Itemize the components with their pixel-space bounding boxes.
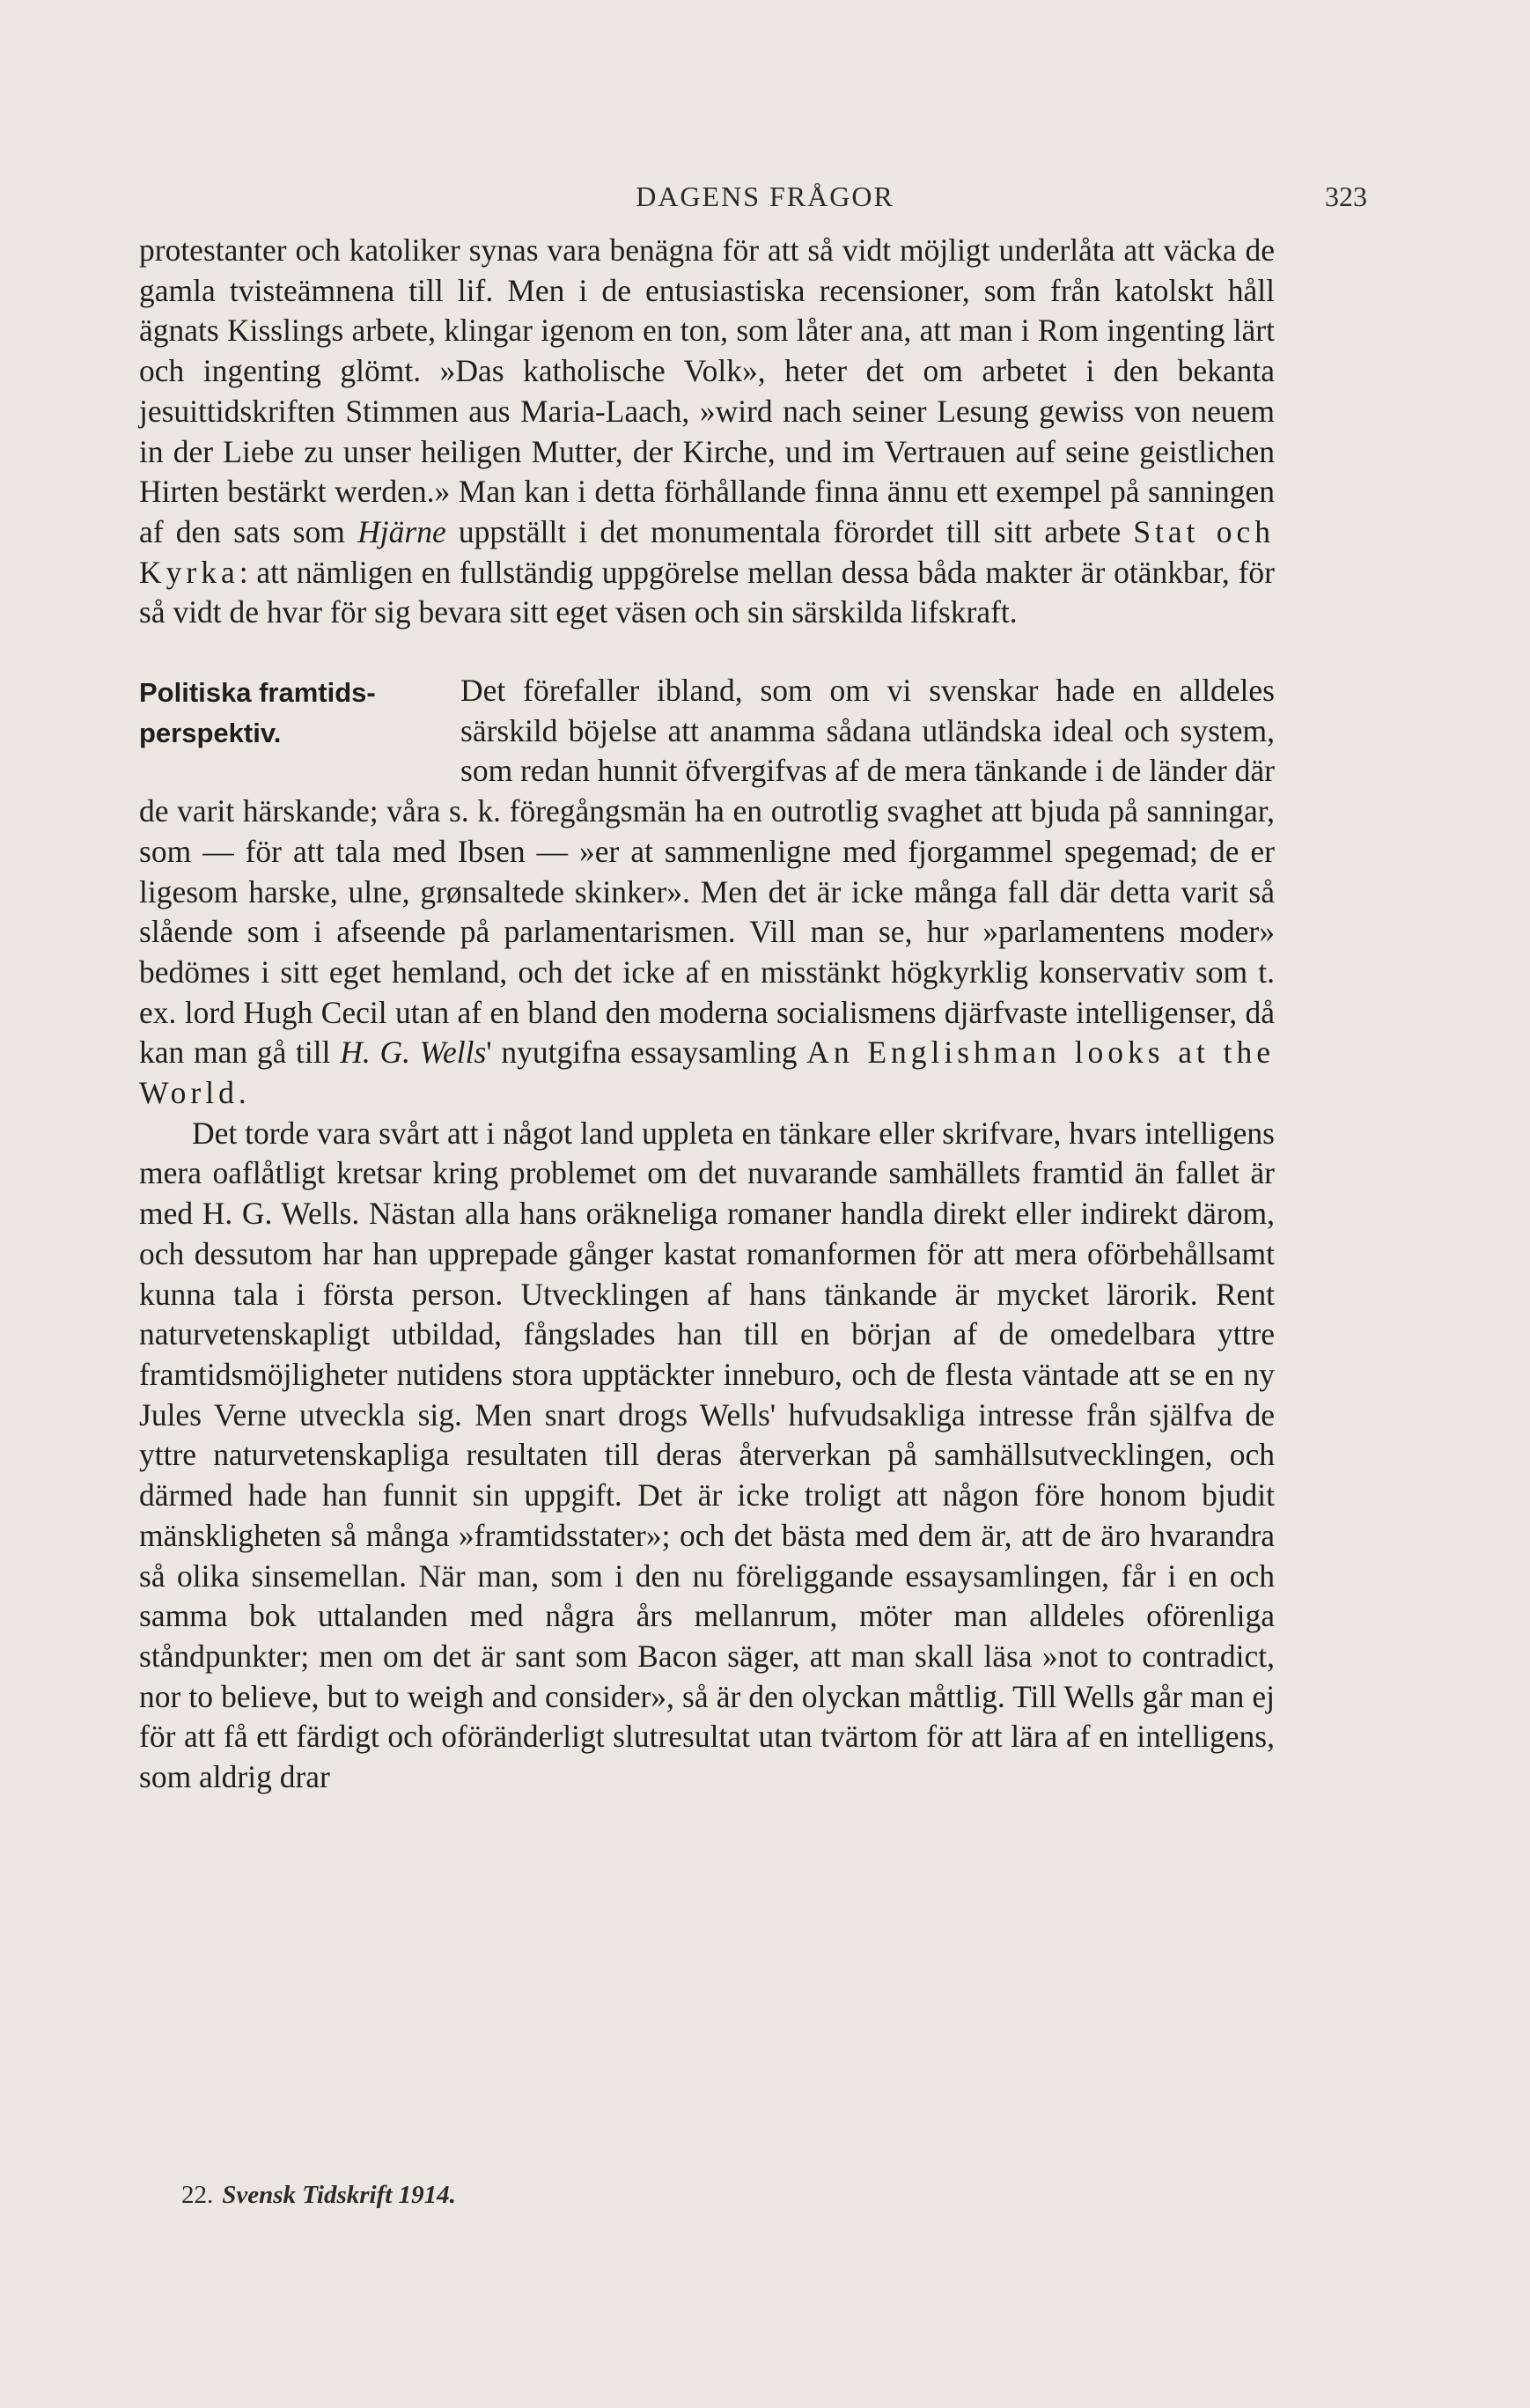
section-gap xyxy=(139,633,1275,671)
sidenote-line-1: Politiska framtids- xyxy=(139,677,376,709)
body-text xyxy=(139,231,1275,1798)
paragraph-1-text-c: : att nämligen en fullständig uppgörelse mellan dessa båda makter är otänkbar, för så vidt de hvar för sig bevara sitt eget väsen och sin särskilda lifskraft. xyxy=(139,554,1275,630)
author-hjarne: Hjärne xyxy=(357,513,446,549)
page-header xyxy=(0,180,1530,216)
paragraph-3: Det torde vara svårt att i något land uppleta en tänkare eller skrifvare, hvars intelligens mera oaflåtligt kretsar kring problemet om det nuvarande samhällets framtid än fallet är med H. G. Wells. Nästan alla hans oräkneliga romaner handla direkt eller indirekt därom, och dessutom har han upprepade gånger kastat romanformen för att mera oförbehållsamt kunna tala i första person. Utvecklingen af hans tänkande är mycket lärorik. Rent naturvetenskapligt utbildad, fångslades han till en början af de omedelbara yttre framtidsmöjligheter nutidens stora upptäckter inneburo, och de flesta väntade att se en ny Jules Verne utveckla sig. Men snart drogs Wells' hufvudsakliga intresse från själfva de yttre naturvetenskapliga resultaten till deras återverkan på samhällsutvecklingen, och därmed hade han funnit sin uppgift. Det är icke troligt att någon före honom bjudit mänskligheten så många »framtidsstater»; och det bästa med dem är, att de äro hvarandra så olika sinsemellan. När man, som i den nu föreliggande essaysamlingen, får i en och samma bok uttalanden med några års mellanrum, möter man alldeles oförenliga ståndpunkter; men om det är sant som Bacon säger, att man skall läsa »not to contradict, nor to believe, but to weigh and consider», så är den olyckan måttlig. Till Wells går man ej för att få ett färdigt och oföränderligt slutresultat utan tvärtom för att lära af en intelligens, som aldrig drar xyxy=(139,1115,1275,1795)
section-sidenote xyxy=(139,673,443,753)
paragraph-2-text-b: ' nyutgifna essaysamling xyxy=(486,1035,807,1071)
work-title-englishman: An Englishman looks at the World xyxy=(139,1035,1275,1111)
journal-name: Svensk Tidskrift 1914. xyxy=(222,2181,456,2209)
sidenote-line-2: perspektiv. xyxy=(139,717,282,748)
work-title-stat-och-kyrka: Stat och Kyrka xyxy=(139,513,1276,590)
paragraph-1-text-a: protestanter och katoliker synas vara benägna för att så vidt möjligt underlåta att väcka de gamla tvisteämnena till lif. Men i de entusiastiska recensioner, som från katolskt håll ägnats Kisslings arbete, klingar igenom en ton, som låter ana, att man i Rom ingenting lärt och ingenting glömt. »Das katholische Volk», heter det om arbetet i den bekanta jesuittidskriften Stimmen aus Maria-Laach, »wird nach seiner Lesung gewiss von neuem in der Liebe zu unser heiligen Mutter, der Kirche, und im Vertrauen auf seine geistlichen Hirten bestärkt werden.» Man kan i detta förhållande finna ännu ett exempel på sanningen af den sats som xyxy=(139,232,1275,549)
author-wells: H. G. Wells xyxy=(340,1035,487,1071)
signature-mark: 22. xyxy=(181,2181,214,2209)
running-head: DAGENS FRÅGOR xyxy=(636,180,894,212)
page-footer xyxy=(181,2181,456,2210)
paragraph-1 xyxy=(139,231,1275,633)
page-number: 323 xyxy=(1325,180,1367,212)
paragraph-2-text-a: Det förefaller ibland, som om vi svenskar hade en alldeles särskild böjelse att anamma sådana utländska ideal och system, som redan hunnit öfvergifvas af de mera tänkande i de länder där de varit härskande; våra s. k. föregångsmän ha en outrotlig svaghet att bjuda på sanningar, som — för att tala med Ibsen — »er at sammenligne med fjorgammel spegemad; de er ligesom harske, ulne, grønsaltede skinker». Men det är icke många fall där detta varit så slående som i afseende på parlamentarismen. Vill man se, hur »parlamentens moder» bedömes i sitt eget hemland, och det icke af en misstänkt högkyrklig konservativ som t. ex. lord Hugh Cecil utan af en bland den moderna socialismens djärfvaste intelligenser, då kan man gå till xyxy=(139,673,1275,1071)
paragraph-2-text-c: . xyxy=(238,1075,246,1111)
paragraph-1-text-b: uppställt i det monumentala förordet till sitt arbete xyxy=(445,513,1134,549)
